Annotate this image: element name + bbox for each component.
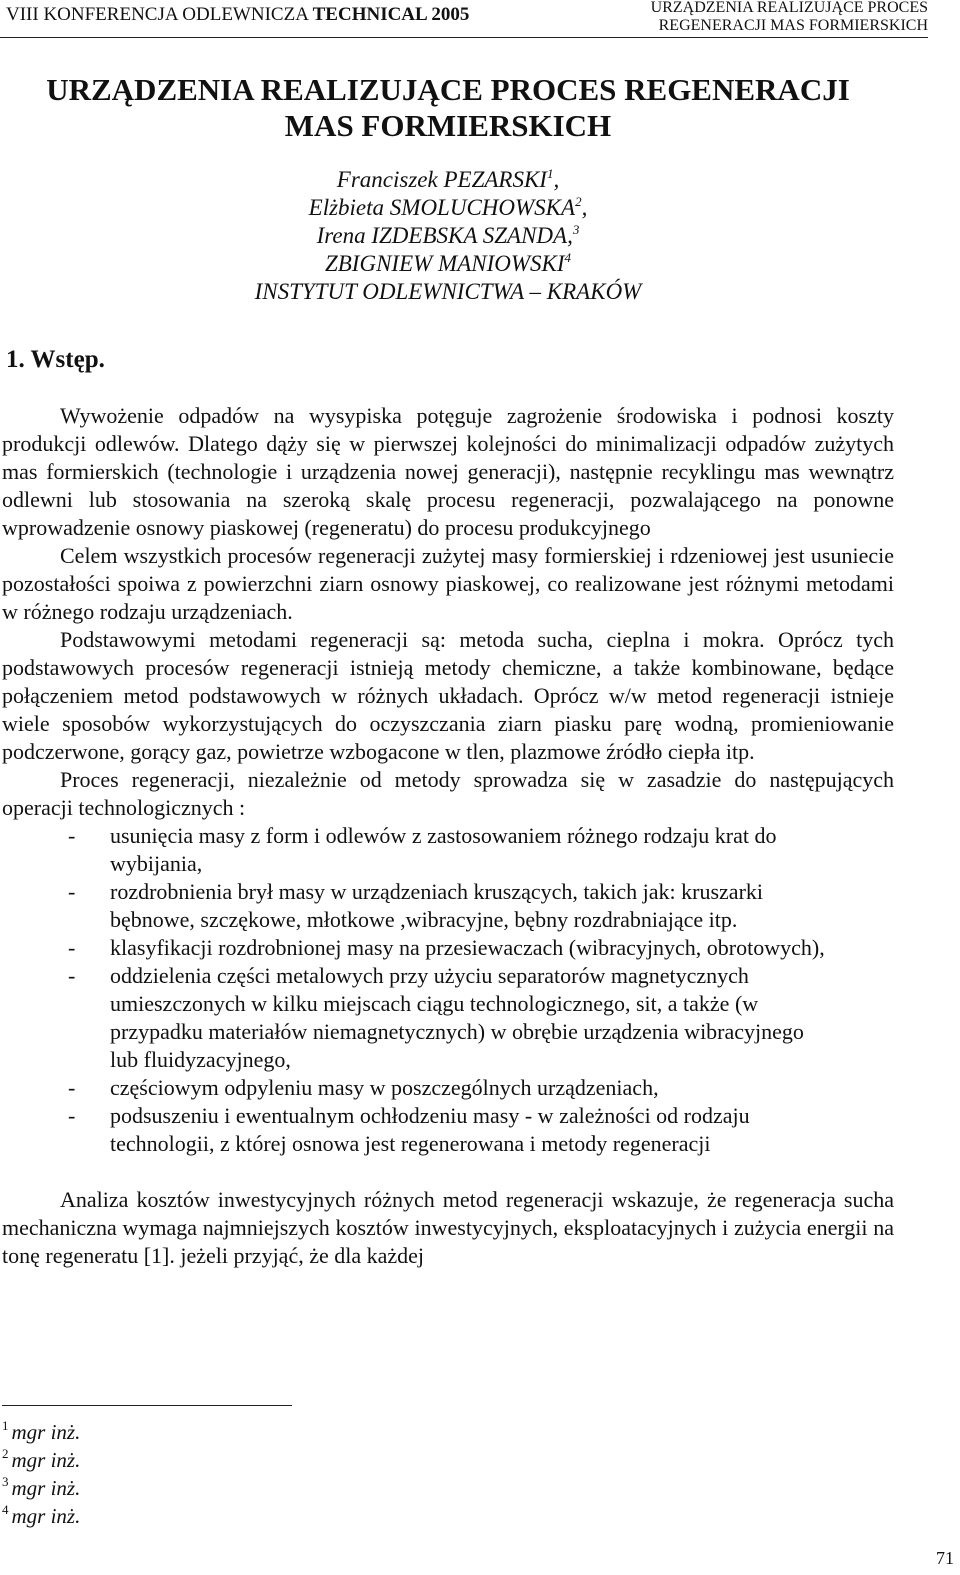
running-header	[0, 0, 928, 38]
page-number: 71	[936, 1548, 954, 1568]
list-dash: -	[68, 1075, 76, 1100]
author-separator: ,	[553, 167, 560, 192]
list-dash: -	[68, 879, 76, 904]
paragraph: Celem wszystkich procesów regeneracji zużytej masy formierskiej i rdzeniowej jest usuniecie pozostałości spoiwa z powierzchni ziarn osnowy piaskowej, co realizowane jest różnymi metodami w różnego rodzaju urządzeniach.	[2, 543, 894, 624]
list-item	[2, 934, 894, 962]
author-line	[0, 194, 896, 222]
author-name: ZBIGNIEW MANIOWSKI	[324, 251, 565, 276]
list-item	[2, 878, 894, 934]
paper-title-line-1: URZĄDZENIA REALIZUJĄCE PROCES REGENERACJI	[46, 72, 850, 107]
list-item	[2, 1074, 894, 1102]
footnote	[2, 1418, 80, 1446]
footnote-number: 2	[2, 1446, 9, 1461]
footnotes	[2, 1418, 80, 1530]
list-item	[2, 962, 894, 1074]
conference-prefix: VIII KONFERENCJA ODLEWNICZA	[6, 4, 308, 25]
author-separator: ,	[581, 195, 588, 220]
paper-title-line-2: MAS FORMIERSKICH	[284, 108, 612, 143]
operations-list	[2, 822, 894, 1158]
author-line	[0, 222, 896, 250]
footnote-text: mgr inż.	[11, 1420, 81, 1444]
list-item	[2, 822, 894, 878]
footnote	[2, 1502, 80, 1530]
institute-name: INSTYTUT ODLEWNICTWA – KRAKÓW	[254, 279, 642, 304]
footnote	[2, 1474, 80, 1502]
closing-paragraph: Analiza kosztów inwestycyjnych różnych metod regeneracji wskazuje, że regeneracja sucha mechaniczna wymaga najmniejszych kosztów inwestycyjnych, eksploatacyjnych i zużycia energii na tonę regeneratu [1]. jeżeli przyjąć, że dla każdej	[2, 1187, 894, 1268]
paragraph-gap	[2, 1158, 894, 1186]
list-item-text: oddzielenia części metalowych przy użyciu separatorów magnetycznych umieszczonych w kilku miejscach ciągu technologicznego, sit, a także (w przypadku materiałów niemagnetycznych) w obrębie urządzenia wibracyjnego lub fluidyzacyjnego,	[110, 963, 804, 1072]
list-item-text: podsuszeniu i ewentualnym ochłodzeniu masy - w zależności od rodzaju technologii, z której osnowa jest regenerowana i metody regeneracji	[110, 1103, 750, 1156]
footnote-text: mgr inż.	[11, 1476, 81, 1500]
list-item-text: klasyfikacji rozdrobnionej masy na przesiewaczach (wibracyjnych, obrotowych),	[110, 935, 825, 960]
running-title-line-1: URZĄDZENIA REALIZUJĄCE PROCES	[650, 0, 928, 16]
list-dash: -	[68, 935, 76, 960]
author-name: Irena IZDEBSKA SZANDA,	[316, 223, 573, 248]
footnote-text: mgr inż.	[11, 1448, 81, 1472]
list-dash: -	[68, 1103, 76, 1128]
author-affiliation-mark: 4	[564, 250, 572, 265]
paragraph: Proces regeneracji, niezależnie od metody sprowadza się w zasadzie do następujących operacji technologicznych :	[2, 767, 894, 820]
paragraph: Wywożenie odpadów na wysypiska potęguje zagrożenie środowiska i podnosi koszty produkcji odlewów. Dlatego dąży się w pierwszej kolejności do minimalizacji odpadów zużytych mas formierskich (technologie i urządzenia nowej generacji), następnie recyklingu mas wewnątrz odlewni lub stosowania na szeroką skalę procesu regeneracji, pozwalającego na ponowne wprowadzenie osnowy piaskowej (regeneratu) do procesu produkcyjnego	[2, 403, 894, 540]
list-item	[2, 1102, 894, 1158]
author-block	[0, 166, 896, 306]
footnote-text: mgr inż.	[11, 1504, 81, 1528]
author-affiliation-mark: 2	[575, 194, 582, 209]
footnote-separator	[2, 1405, 292, 1406]
author-affiliation-mark: 1	[546, 166, 554, 181]
list-item-text: częściowym odpyleniu masy w poszczególnych urządzeniach,	[110, 1075, 659, 1100]
running-title	[651, 0, 928, 35]
footnote-number: 3	[2, 1474, 9, 1489]
author-affiliation-mark: 3	[572, 222, 580, 237]
footnote-number: 1	[2, 1418, 9, 1433]
author-name: Elżbieta SMOLUCHOWSKA	[308, 195, 576, 220]
list-dash: -	[68, 963, 76, 988]
conference-name	[6, 4, 469, 26]
paper-title	[0, 72, 896, 144]
conference-brand: TECHNICAL 2005	[312, 4, 470, 25]
list-item-text: usunięcia masy z form i odlewów z zastosowaniem różnego rodzaju krat do wybijania,	[110, 823, 777, 876]
author-line	[0, 250, 896, 278]
author-name: Franciszek PEZARSKI	[336, 167, 547, 192]
list-dash: -	[68, 823, 76, 848]
running-title-line-2: REGENERACJI MAS FORMIERSKICH	[658, 17, 928, 34]
author-line	[0, 166, 896, 194]
footnote-number: 4	[2, 1502, 9, 1517]
body-text	[2, 402, 894, 1270]
list-item-text: rozdrobnienia brył masy w urządzeniach kruszących, takich jak: kruszarki bębnowe, szczękowe, młotkowe ,wibracyjne, bębny rozdrabniające itp.	[110, 879, 764, 932]
paragraph: Podstawowymi metodami regeneracji są: metoda sucha, cieplna i mokra. Oprócz tych podstawowych procesów regeneracji istnieją metody chemiczne, a także kombinowane, będące połączeniem metod podstawowych w różnych układach. Oprócz w/w metod regeneracji istnieje wiele sposobów wykorzystujących do oczyszczania ziarn piasku parę wodną, promieniowanie podczerwone, gorący gaz, powietrze wzbogacone w tlen, plazmowe źródło ciepła itp.	[2, 627, 894, 764]
section-heading: 1. Wstęp.	[6, 346, 105, 373]
footnote	[2, 1446, 80, 1474]
